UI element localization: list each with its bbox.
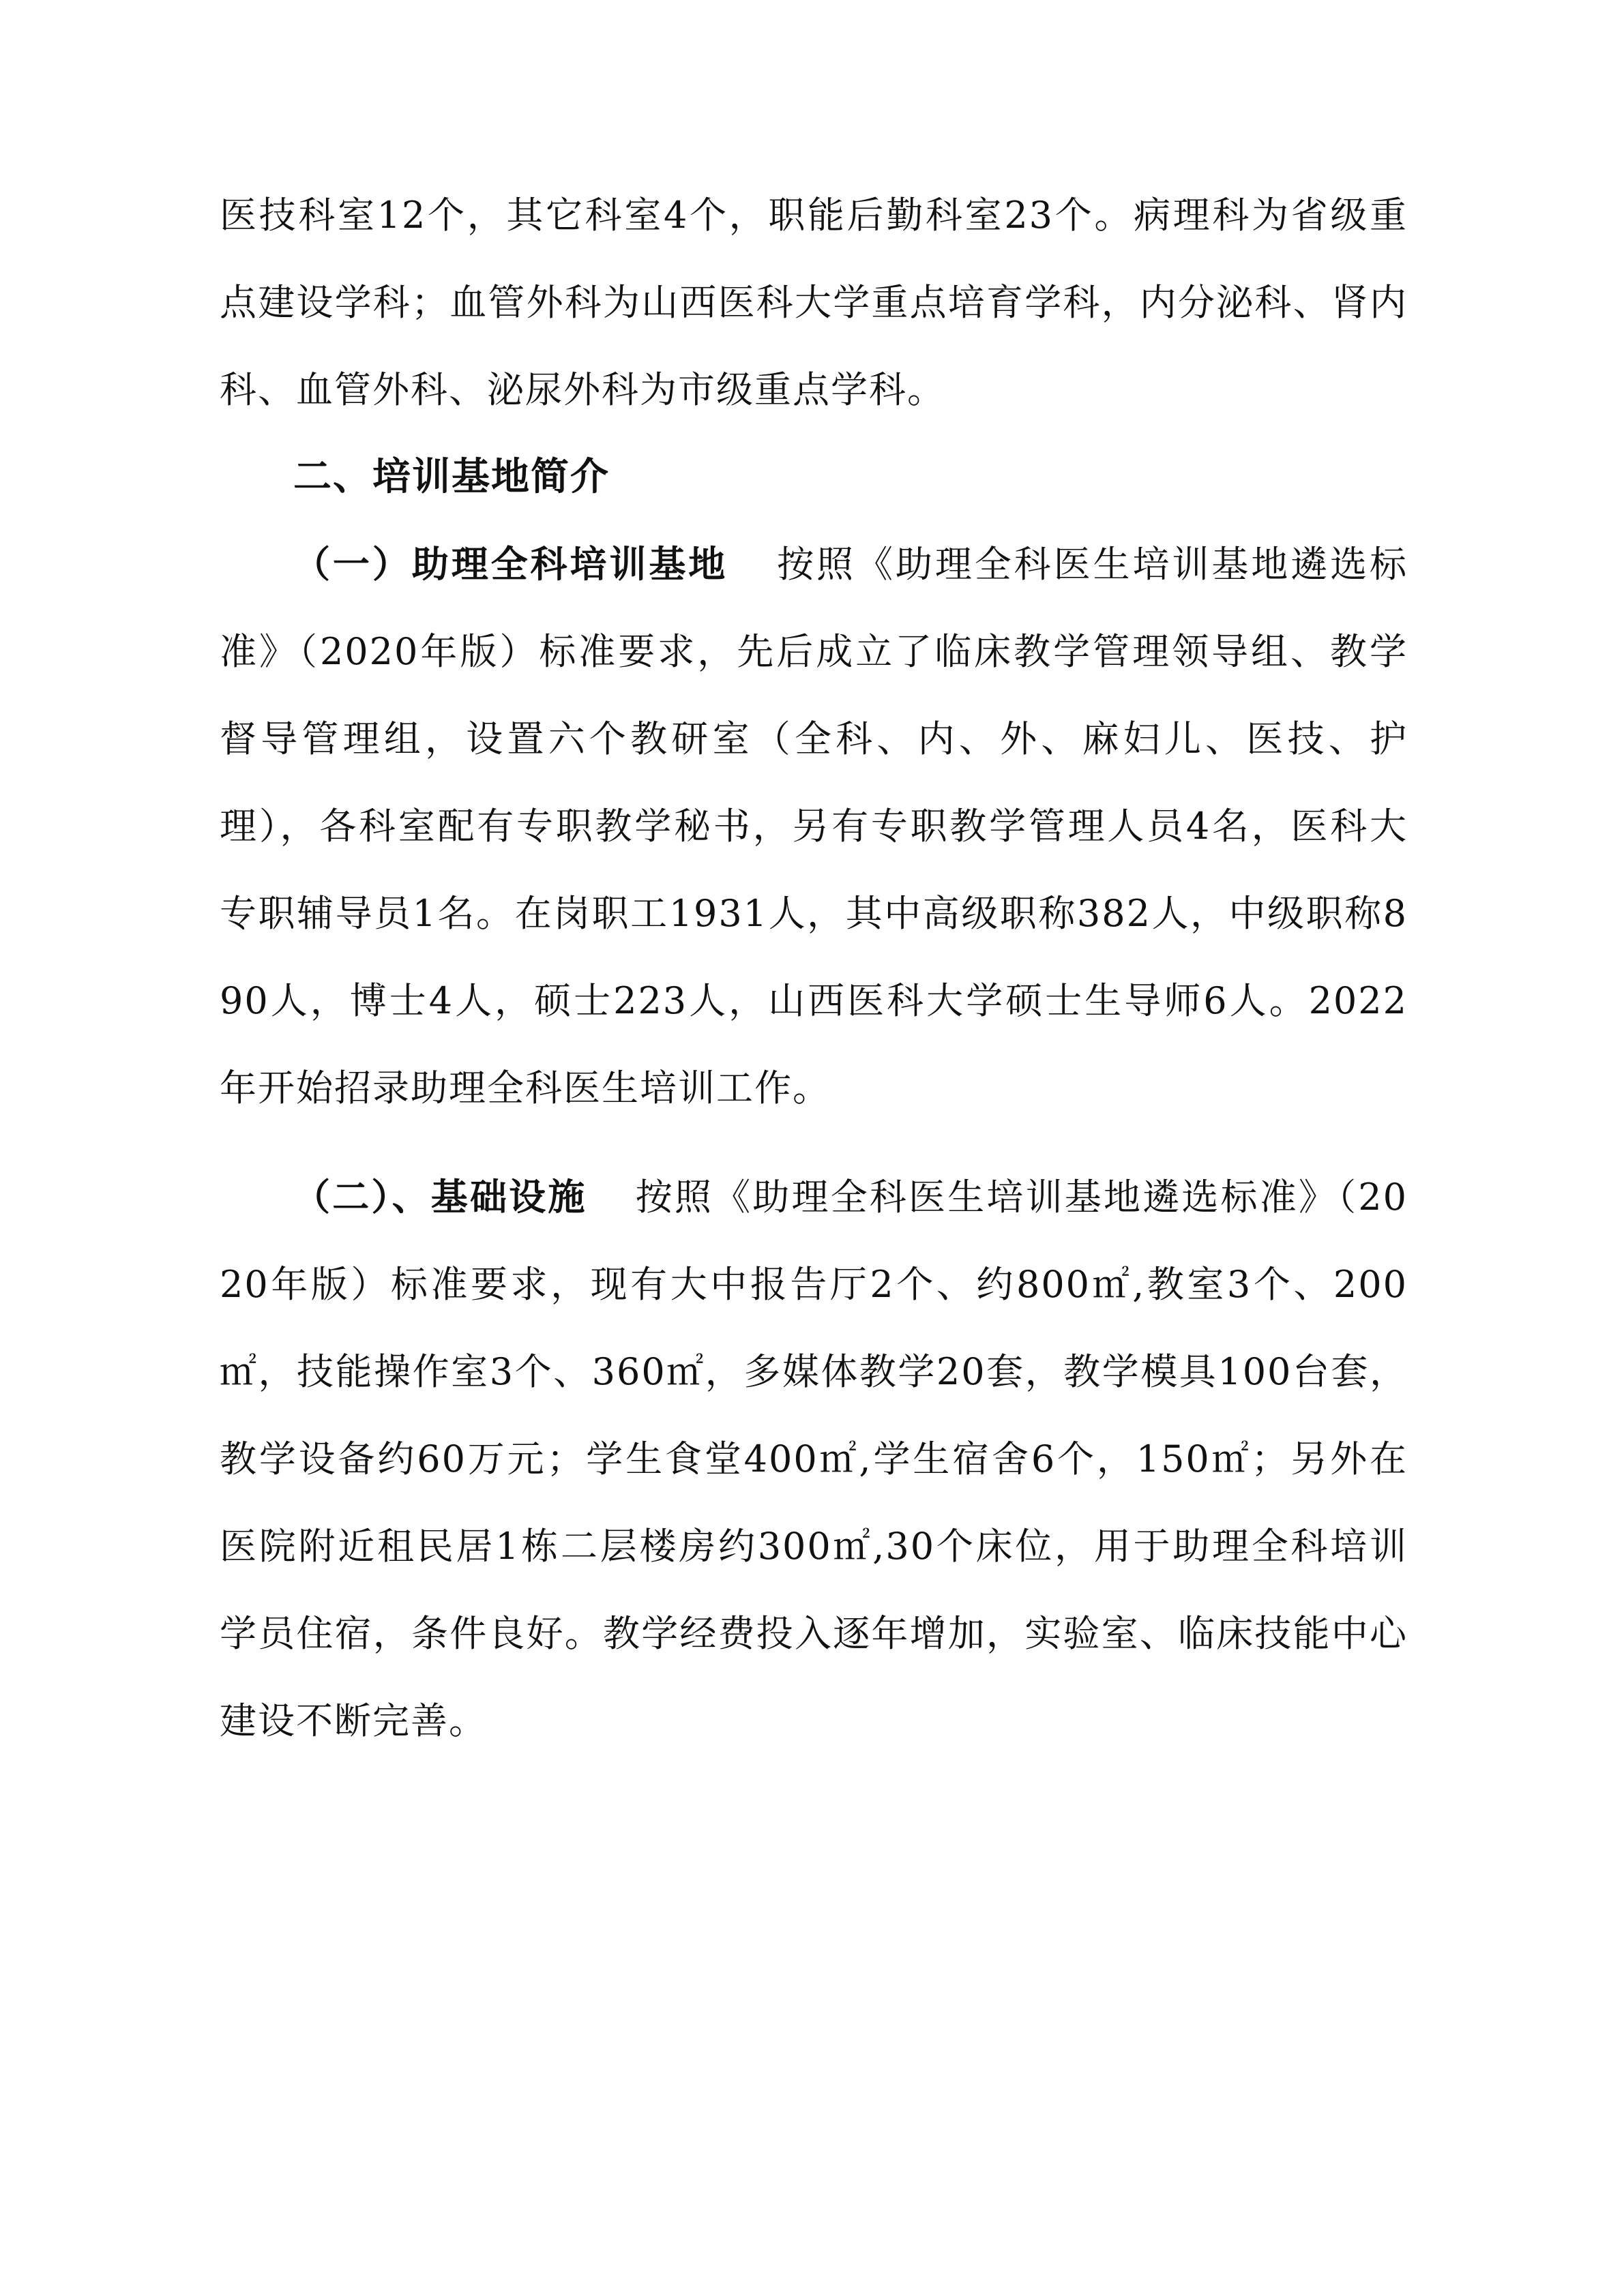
section-heading: 二、培训基地简介 xyxy=(293,455,610,499)
subsection-infrastructure xyxy=(220,1154,1408,1765)
subsection-infrastructure-title: （二）、基础设施 xyxy=(293,1176,587,1219)
intro-paragraph-text: 医技科室12个，其它科室4个，职能后勤科室23个。病理科为省级重点建设学科；血管外科为山西医科大学重点培育学科，内分泌科、肾内科、血管外科、泌尿外科为市级重点学科。 xyxy=(220,194,1408,411)
subsection-infrastructure-body: 按照《助理全科医生培训基地遴选标准》（2020年版）标准要求，现有大中报告厅2个、约800㎡,教室3个、200㎡，技能操作室3个、360㎡，多媒体教学20套，教学模具100台套，教学设备约60万元；学生食堂400㎡,学生宿舍6个，150㎡；另外在医院附近租民居1栋二层楼房约300㎡,30个床位，用于助理全科培训学员住宿，条件良好。教学经费投入逐年增加，实验室、临床技能中心建设不断完善。 xyxy=(220,1176,1408,1742)
subsection-training-base-body: 按照《助理全科医生培训基地遴选标准》（2020年版）标准要求，先后成立了临床教学管理领导组、教学督导管理组，设置六个教研室（全科、内、外、麻妇儿、医技、护理），各科室配有专职教学秘书，另有专职教学管理人员4名，医科大专职辅导员1名。在岗职工1931人，其中高级职称382人，中级职称890人，博士4人，硕士223人，山西医科大学硕士生导师6人。2022年开始招录助理全科医生培训工作。 xyxy=(220,543,1408,1109)
document-body xyxy=(220,172,1408,1765)
subsection-training-base xyxy=(220,521,1408,1132)
subsection-training-base-title: （一）助理全科培训基地 xyxy=(293,543,728,586)
intro-paragraph xyxy=(220,172,1408,434)
